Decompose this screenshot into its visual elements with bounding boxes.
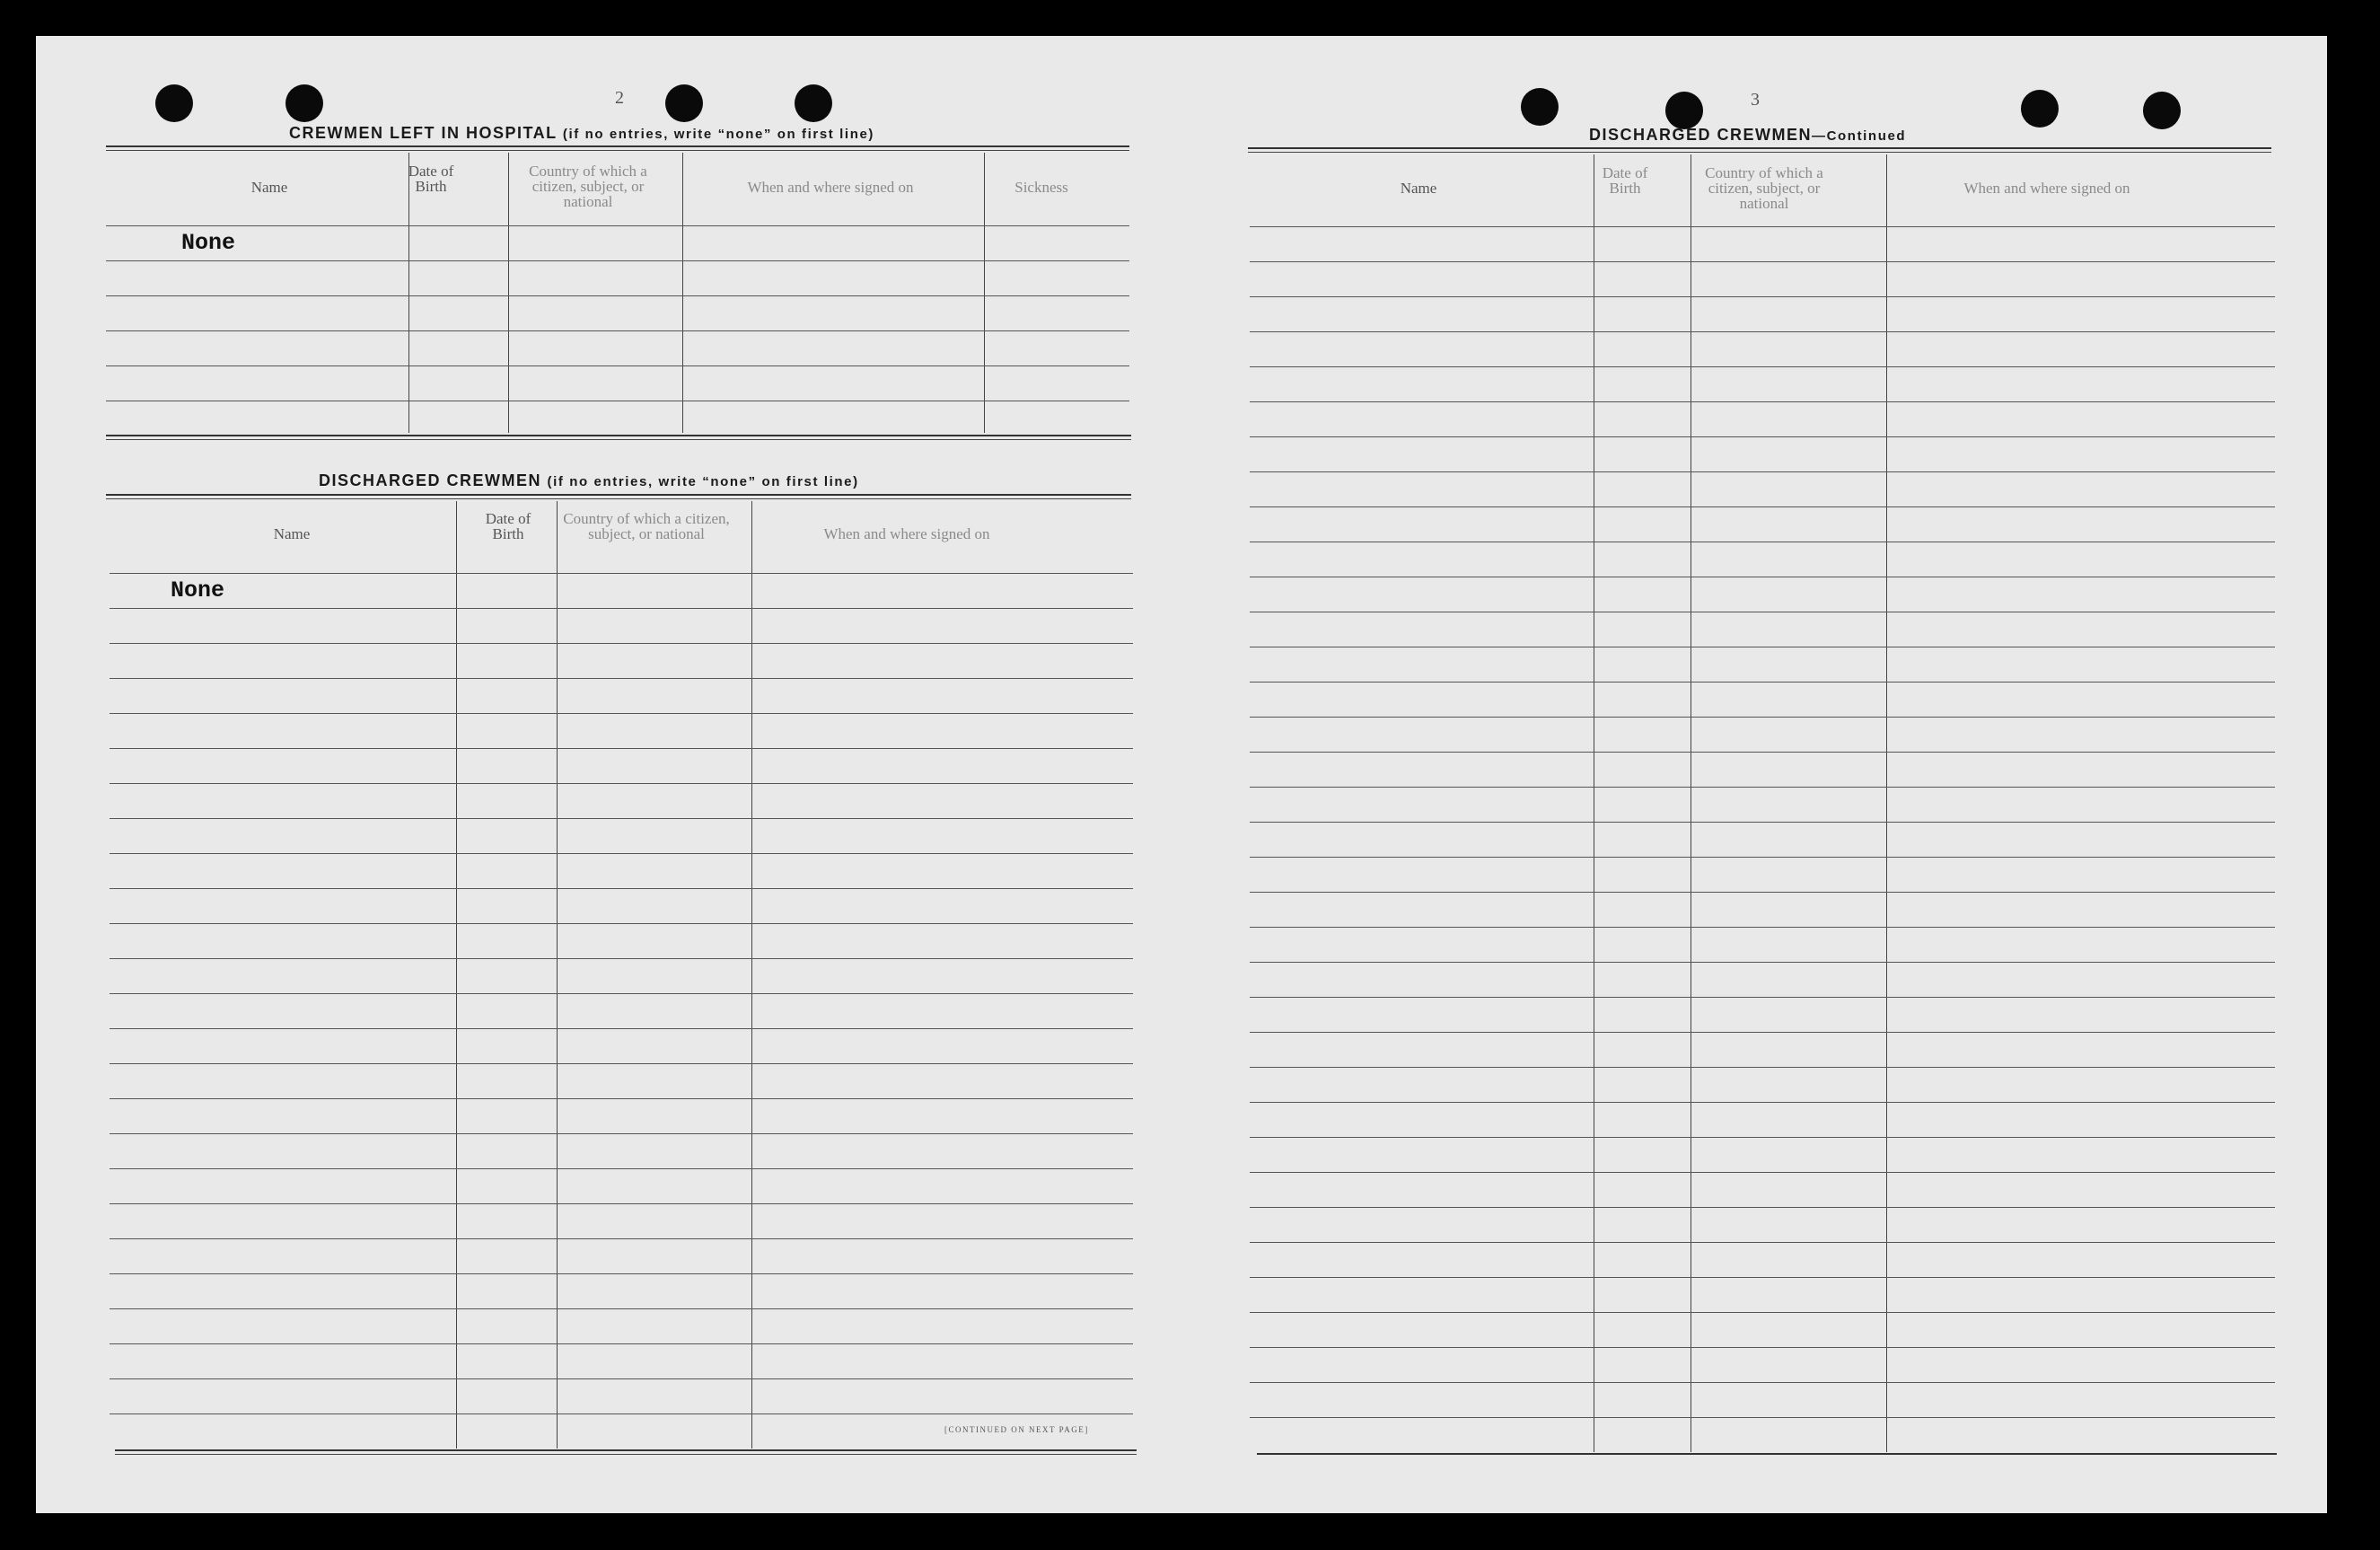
right-col-dob: Date of Birth [1602, 164, 1648, 197]
right-row-line [1250, 401, 2275, 402]
punch-hole [1665, 92, 1703, 129]
discharged-continued-title [1589, 126, 1906, 145]
discharged-row-line [110, 888, 1133, 889]
discharged-row-line [110, 608, 1133, 609]
right-row-line [1250, 471, 2275, 472]
discharged-title-text: DISCHARGED CREWMEN [319, 471, 542, 489]
hospital-col-name: Name [250, 179, 288, 196]
discharged-row-line [110, 1308, 1133, 1309]
right-row-line [1250, 997, 2275, 998]
right-row-line [1250, 1102, 2275, 1103]
right-row-line [1250, 366, 2275, 367]
right-col-signed: When and where signed on [1963, 180, 2130, 197]
right-col-country: Country of which a citizen, subject, or national [1705, 164, 1823, 212]
discharged-row-line [110, 748, 1133, 749]
discharged-row-line [110, 783, 1133, 784]
discharged-top-rule-2 [106, 498, 1131, 499]
discharged-row-line [110, 1133, 1133, 1134]
discharged-title-note: (if no entries, write “none” on first line) [547, 474, 859, 489]
hospital-col-signed: When and where signed on [747, 179, 914, 196]
right-row-line [1250, 927, 2275, 928]
discharged-row-line [110, 1378, 1133, 1379]
page-number-left: 2 [615, 88, 624, 108]
right-col-divider [1886, 154, 1887, 1452]
hospital-row-line [106, 260, 1129, 261]
punch-hole [795, 84, 832, 122]
hospital-col-divider [984, 153, 985, 433]
hospital-col-dob: Date of Birth [408, 163, 454, 195]
right-row-line [1250, 1207, 2275, 1208]
right-row-line [1250, 752, 2275, 753]
right-row-line [1250, 1382, 2275, 1383]
right-row-line [1250, 1242, 2275, 1243]
hospital-col-divider [408, 153, 409, 433]
discharged-row-line [110, 993, 1133, 994]
hospital-top-rule [106, 145, 1129, 147]
right-row-line [1250, 787, 2275, 788]
discharged-section-title [319, 471, 859, 490]
right-row-line [1250, 1032, 2275, 1033]
right-row-line [1250, 1312, 2275, 1313]
hospital-bottom-rule-2 [106, 439, 1131, 440]
punch-hole [1521, 88, 1559, 126]
right-bottom-rule [1257, 1453, 2277, 1455]
discharged-col-signed: When and where signed on [823, 525, 990, 542]
right-row-line [1250, 1172, 2275, 1173]
right-row-line [1250, 1137, 2275, 1138]
right-row-line [1250, 261, 2275, 262]
hospital-col-divider [508, 153, 509, 433]
discharged-row-line [110, 1273, 1133, 1274]
discharged-row-line [110, 818, 1133, 819]
hospital-title-note: (if no entries, write “none” on first line) [562, 127, 874, 142]
discharged-row-line [110, 1063, 1133, 1064]
hospital-top-rule-2 [106, 150, 1129, 151]
punch-hole [2143, 92, 2181, 129]
punch-hole [665, 84, 703, 122]
right-row-line [1250, 682, 2275, 683]
right-row-line [1250, 857, 2275, 858]
hospital-row-line [106, 295, 1129, 296]
right-row-line [1250, 226, 2275, 227]
right-row-line [1250, 1347, 2275, 1348]
right-row-line [1250, 296, 2275, 297]
right-row-line [1250, 892, 2275, 893]
punch-hole [155, 84, 193, 122]
hospital-section-title [289, 124, 874, 143]
right-row-line [1250, 1417, 2275, 1418]
discharged-row-line [110, 1028, 1133, 1029]
hospital-row-line [106, 225, 1129, 226]
discharged-row-line [110, 923, 1133, 924]
discharged-row-line [110, 1238, 1133, 1239]
right-row-line [1250, 331, 2275, 332]
hospital-row-line [106, 365, 1129, 366]
right-top-rule-2 [1248, 152, 2271, 153]
right-row-line [1250, 717, 2275, 718]
right-row-line [1250, 1277, 2275, 1278]
discharged-top-rule [106, 494, 1131, 496]
right-row-line [1250, 1067, 2275, 1068]
discharged-row-line [110, 958, 1133, 959]
discharged-row-line [110, 1168, 1133, 1169]
discharged-continued-title-text: DISCHARGED CREWMEN [1589, 126, 1813, 144]
right-row-line [1250, 436, 2275, 437]
punch-hole [285, 84, 323, 122]
hospital-col-country: Country of which a citizen, subject, or national [529, 163, 647, 210]
discharged-col-dob: Date of Birth [485, 510, 531, 542]
discharged-col-name: Name [273, 525, 311, 542]
hospital-col-divider [682, 153, 683, 433]
hospital-col-sickness: Sickness [1014, 179, 1068, 196]
continued-footnote: [CONTINUED ON NEXT PAGE] [944, 1425, 1089, 1434]
hospital-row-line [106, 330, 1129, 331]
discharged-row-line [110, 1203, 1133, 1204]
discharged-entry-none: None [171, 577, 225, 603]
hospital-entry-none: None [181, 230, 236, 256]
discharged-row-line [110, 678, 1133, 679]
discharged-row-line [110, 1413, 1133, 1414]
discharged-row-line [110, 713, 1133, 714]
form-sheet [36, 36, 2327, 1513]
page-number-right: 3 [1751, 90, 1760, 110]
discharged-bottom-rule [115, 1449, 1137, 1451]
discharged-bottom-rule-2 [115, 1454, 1137, 1455]
discharged-row-line [110, 643, 1133, 644]
right-col-name: Name [1400, 180, 1437, 197]
hospital-title-text: CREWMEN LEFT IN HOSPITAL [289, 124, 558, 142]
right-row-line [1250, 822, 2275, 823]
continued-suffix: —Continued [1812, 128, 1907, 144]
discharged-col-country: Country of which a citizen, subject, or national [563, 510, 730, 542]
hospital-bottom-rule [106, 435, 1131, 436]
discharged-row-line [110, 573, 1133, 574]
discharged-row-line [110, 1343, 1133, 1344]
discharged-row-line [110, 853, 1133, 854]
punch-hole [2021, 90, 2059, 128]
right-top-rule [1248, 147, 2271, 149]
discharged-row-line [110, 1098, 1133, 1099]
right-row-line [1250, 506, 2275, 507]
right-row-line [1250, 962, 2275, 963]
